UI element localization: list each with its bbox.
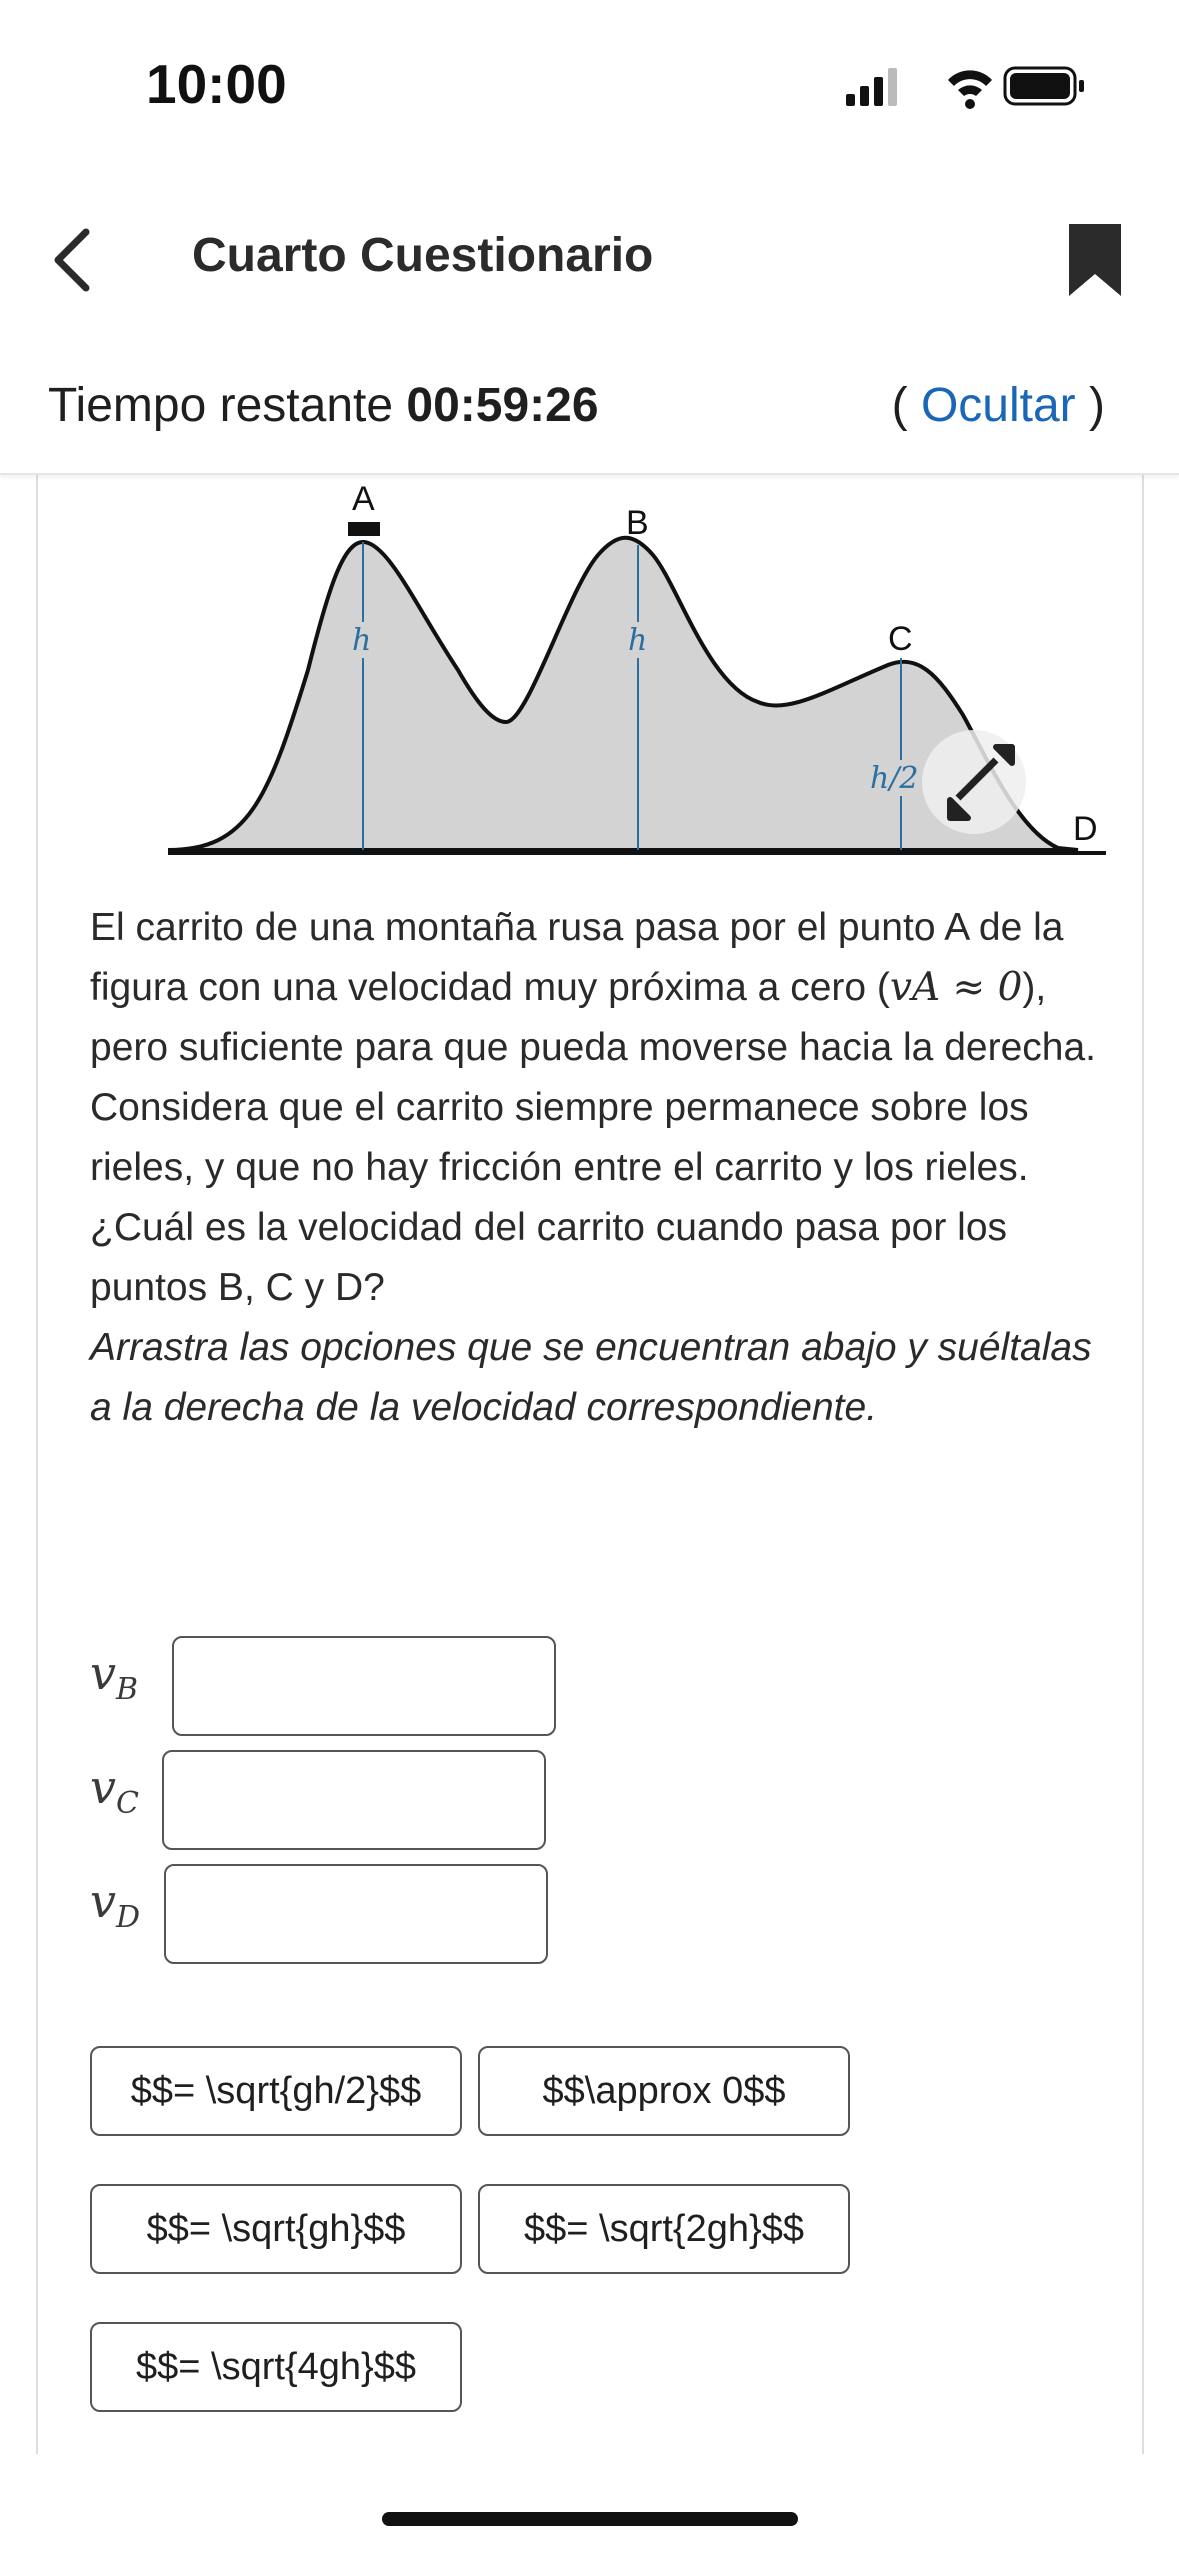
option-chip-approx-zero[interactable]: $$\approx 0$$: [478, 2046, 850, 2136]
point-label-b: B: [626, 504, 649, 542]
status-bar: [0, 0, 1179, 170]
slot-label-vc: $v_C$: [90, 1760, 139, 1822]
question-paragraph-1: [90, 898, 1100, 1198]
nav-bar: [0, 170, 1179, 345]
option-chip-sqrt-gh-half[interactable]: $$= \sqrt{gh/2}$$: [90, 2046, 462, 2136]
option-chip-sqrt-4gh[interactable]: $$= \sqrt{4gh}$$: [90, 2322, 462, 2412]
roller-coaster-figure: [128, 470, 1128, 870]
timer-bar: [0, 348, 1179, 475]
back-chevron-icon[interactable]: [40, 220, 110, 300]
question-p1-end: ), pero suficiente para que pueda moverse hacia la derecha. Considera que el carrito siempre permanece sobre los rieles, y que no hay fricción entre el carrito y los rieles.: [90, 966, 1096, 1189]
question-paragraph-2: ¿Cuál es la velocidad del carrito cuando pasa por los puntos B, C y D?: [90, 1206, 1008, 1309]
drop-slot-vd[interactable]: [164, 1864, 548, 1964]
timer-label: [48, 378, 599, 433]
timer-text: Tiempo restante: [48, 379, 394, 432]
option-chip-sqrt-gh[interactable]: $$= \sqrt{gh}$$: [90, 2184, 462, 2274]
bookmark-icon[interactable]: [1065, 220, 1125, 300]
drop-slot-vb[interactable]: [172, 1636, 556, 1736]
question-card: [36, 470, 1144, 2454]
height-label-b: h: [628, 623, 648, 658]
hide-open-paren: (: [891, 379, 908, 432]
hide-close-paren: ): [1089, 379, 1105, 432]
slot-label-vd: $v_D$: [90, 1874, 141, 1936]
question-p1-start: El carrito de una montaña rusa pasa por el punto A de la figura con una velocidad muy próxima a cero (: [90, 906, 1064, 1009]
home-indicator[interactable]: [382, 2512, 798, 2526]
battery-icon: [1005, 68, 1084, 104]
point-label-a: A: [352, 480, 375, 518]
point-label-d: D: [1073, 810, 1098, 848]
page-title: Cuarto Cuestionario: [192, 229, 654, 282]
timer-value: 00:59:26: [406, 379, 599, 432]
height-label-c: h/2: [870, 761, 919, 796]
question-text: [90, 898, 1100, 1438]
point-label-c: C: [888, 620, 913, 658]
slot-label-vb: $v_B$: [90, 1646, 139, 1708]
height-label-a: h: [352, 623, 372, 658]
drop-slot-vc[interactable]: [162, 1750, 546, 1850]
cart-icon: [348, 522, 380, 536]
status-time: 10:00: [146, 53, 287, 115]
option-chip-sqrt-2gh[interactable]: $$= \sqrt{2gh}$$: [478, 2184, 850, 2274]
va-expression: vA ≈ 0: [889, 965, 1023, 1010]
signal-icon: [846, 68, 897, 106]
status-icons: [840, 62, 1090, 112]
hide-timer-link[interactable]: Ocultar: [920, 379, 1076, 432]
question-instructions: Arrastra las opciones que se encuentran abajo y suéltalas a la derecha de la velocidad correspondiente.: [90, 1326, 1092, 1429]
expand-image-icon[interactable]: [922, 730, 1026, 834]
wifi-icon: [948, 70, 992, 109]
hide-timer-toggle: [892, 378, 1105, 433]
